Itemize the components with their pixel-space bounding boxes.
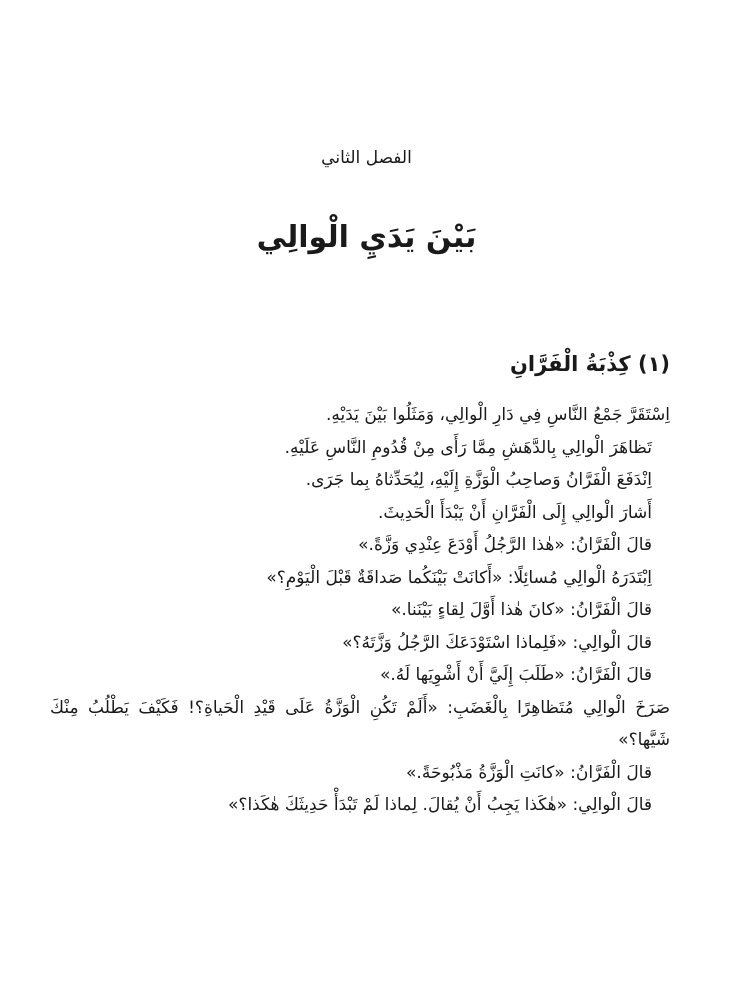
paragraph: صَرَخَ الْوالِي مُتَظاهِرًا بِالْغَضَبِ: «أَلَمْ تَكُنِ الْوَزَّةُ عَلَى قَيْدِ الْحَياةِ؟! فَكَيْفَ يَطْلُبُ مِنْكَ شَيَّها؟» bbox=[50, 697, 670, 750]
story-body bbox=[50, 399, 670, 822]
paragraph: اِنْدَفَعَ الْفَرَّانُ وَصاحِبُ الْوَزَّةِ إِلَيْهِ، لِيُحَدِّثاهُ بِما جَرَى. bbox=[305, 470, 652, 490]
paragraph: قالَ الْفَرَّانُ: «كانَتِ الْوَزَّةُ مَذْبُوحَةً.» bbox=[406, 762, 652, 783]
paragraph: قالَ الْوالِي: «فَلِماذا اسْتَوْدَعَكَ الرَّجُلُ وَزَّتَهُ؟» bbox=[342, 632, 652, 653]
paragraph: أَشارَ الْوالِي إِلَى الْفَرَّانِ أَنْ يَبْدَأَ الْحَدِيثَ. bbox=[377, 502, 652, 523]
paragraph: قالَ الْفَرَّانُ: «كانَ هٰذا أَوَّلَ لِقاءٍ بَيْنَنا.» bbox=[390, 600, 652, 620]
paragraph: تَظاهَرَ الْوالِي بِالدَّهَشِ مِمَّا رَأَى مِنْ قُدُومِ النَّاسِ عَلَيْهِ. bbox=[284, 437, 652, 458]
paragraph: اِسْتَقَرَّ جَمْعُ النَّاسِ فِي دَارِ الْوالِي، وَمَثَلُوا بَيْنَ يَدَيْهِ. bbox=[326, 405, 670, 425]
section-heading: (١) كِذْبَةُ الْفَرَّانِ bbox=[509, 352, 670, 376]
paragraph: اِبْتَدَرَهُ الْوالِي مُسائِلًا: «أَكانَتْ بَيْنَكُما صَداقَةٌ قَبْلَ الْيَوْمِ؟» bbox=[266, 567, 652, 588]
paragraph: قالَ الْوالِي: «هٰكَذا يَجِبُ أَنْ يُقالَ. لِماذا لَمْ تَبْدَأْ حَدِيثَكَ هٰكَذا؟» bbox=[228, 795, 652, 815]
chapter-title: بَيْنَ يَدَيِ الْوالِي bbox=[256, 220, 477, 255]
paragraph: قالَ الْفَرَّانُ: «طَلَبَ إِلَيَّ أَنْ أَشْوِيَها لَهُ.» bbox=[379, 665, 652, 685]
chapter-label: الفصل الثاني bbox=[321, 148, 412, 168]
paragraph: قالَ الْفَرَّانُ: «هٰذا الرَّجُلُ أَوْدَعَ عِنْدِي وَزَّةً.» bbox=[358, 535, 652, 555]
